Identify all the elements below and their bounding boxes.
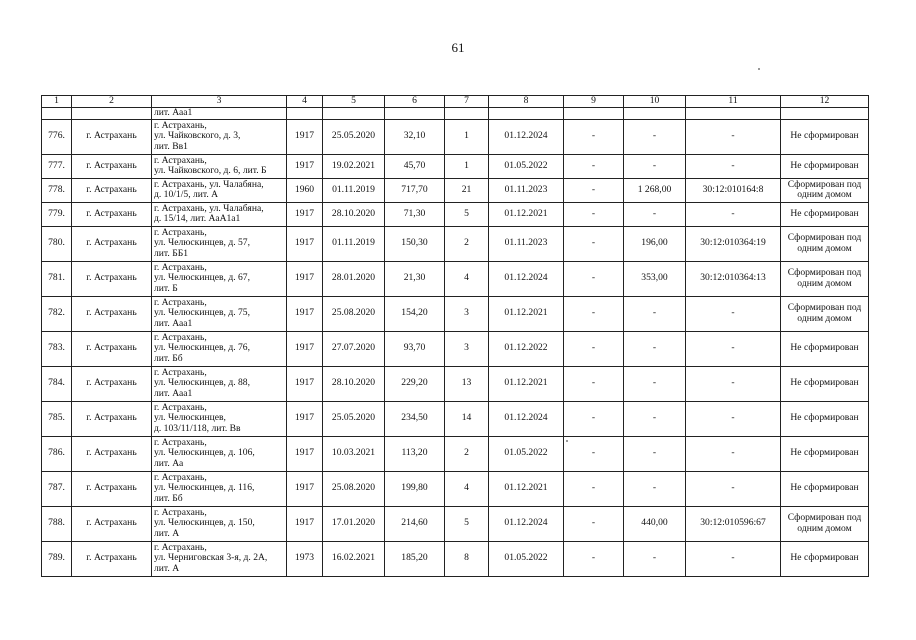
column-header-8: 8 (489, 96, 564, 108)
row-number: 784. (42, 366, 72, 401)
column-header-6: 6 (385, 96, 445, 108)
area-cell: 32,10 (385, 119, 445, 154)
column-9-cell: - (564, 436, 624, 471)
address-cell: г. Астрахань, ул. Челюскинцев, д. 150, лит. А (152, 506, 287, 541)
year-cell: 1960 (287, 178, 323, 202)
table-row (42, 154, 869, 178)
land-area-cell: 1 268,00 (624, 178, 686, 202)
land-status-cell: Не сформирован (781, 471, 869, 506)
year-cell: 1973 (287, 541, 323, 576)
row-number: 776. (42, 119, 72, 154)
area-cell: 150,30 (385, 226, 445, 261)
column-header-12: 12 (781, 96, 869, 108)
year-cell: 1917 (287, 119, 323, 154)
year-cell: 1917 (287, 436, 323, 471)
year-cell: 1917 (287, 471, 323, 506)
cadastral-number-cell: - (686, 154, 781, 178)
cadastral-number-cell: 30:12:010364:19 (686, 226, 781, 261)
area-cell: 199,80 (385, 471, 445, 506)
cadastral-number-cell: - (686, 296, 781, 331)
area-cell: 71,30 (385, 202, 445, 226)
deadline-cell: 01.12.2021 (489, 202, 564, 226)
land-area-cell: - (624, 401, 686, 436)
deadline-cell: 01.12.2024 (489, 119, 564, 154)
address-cell: г. Астрахань, ул. Чайковского, д. 6, лит. Б (152, 154, 287, 178)
column-header-2: 2 (72, 96, 152, 108)
land-area-cell: - (624, 541, 686, 576)
cadastral-number-cell: - (686, 202, 781, 226)
city-cell: г. Астрахань (72, 119, 152, 154)
count-cell: 1 (445, 154, 489, 178)
column-header-7: 7 (445, 96, 489, 108)
area-cell: 45,70 (385, 154, 445, 178)
deadline-cell: 01.12.2022 (489, 331, 564, 366)
cadastral-number-cell: - (686, 119, 781, 154)
land-area-cell: - (624, 471, 686, 506)
count-cell: 8 (445, 541, 489, 576)
land-area-cell: - (624, 436, 686, 471)
area-cell: 93,70 (385, 331, 445, 366)
count-cell: 2 (445, 436, 489, 471)
count-cell: 5 (445, 506, 489, 541)
date-cell: 16.02.2021 (323, 541, 385, 576)
continuation-row (42, 108, 869, 120)
cadastral-number-cell: 30:12:010364:13 (686, 261, 781, 296)
land-area-cell: - (624, 119, 686, 154)
cadastral-number-cell: - (686, 331, 781, 366)
table-row (42, 401, 869, 436)
date-cell: 25.08.2020 (323, 296, 385, 331)
city-cell: г. Астрахань (72, 154, 152, 178)
address-cell: г. Астрахань, ул. Чалабяна, д. 15/14, лит. АаА1а1 (152, 202, 287, 226)
deadline-cell: 01.12.2024 (489, 401, 564, 436)
address-cell: г. Астрахань, ул. Чайковского, д. 3, лит. Вв1 (152, 119, 287, 154)
year-cell: 1917 (287, 154, 323, 178)
area-cell: 154,20 (385, 296, 445, 331)
deadline-cell: 01.12.2021 (489, 366, 564, 401)
count-cell: 3 (445, 296, 489, 331)
column-9-cell: - (564, 154, 624, 178)
area-cell: 113,20 (385, 436, 445, 471)
address-cell: г. Астрахань, ул. Черниговская 3-я, д. 2А, лит. А (152, 541, 287, 576)
land-area-cell: - (624, 202, 686, 226)
city-cell: г. Астрахань (72, 506, 152, 541)
table-row (42, 471, 869, 506)
row-number: 779. (42, 202, 72, 226)
cadastral-number-cell: - (686, 541, 781, 576)
address-cell: г. Астрахань, ул. Челюскинцев, д. 88, лит. Ааа1 (152, 366, 287, 401)
column-9-cell: - (564, 401, 624, 436)
land-status-cell: Не сформирован (781, 366, 869, 401)
table-row (42, 331, 869, 366)
date-cell: 27.07.2020 (323, 331, 385, 366)
deadline-cell: 01.12.2024 (489, 506, 564, 541)
scan-speck (758, 68, 760, 70)
city-cell: г. Астрахань (72, 471, 152, 506)
row-number: 787. (42, 471, 72, 506)
deadline-cell: 01.05.2022 (489, 154, 564, 178)
page-number: 61 (451, 40, 465, 55)
column-header-4: 4 (287, 96, 323, 108)
date-cell: 28.10.2020 (323, 366, 385, 401)
land-status-cell: Сформирован под одним домом (781, 506, 869, 541)
date-cell: 25.05.2020 (323, 401, 385, 436)
count-cell: 4 (445, 471, 489, 506)
table-row (42, 541, 869, 576)
land-status-cell: Не сформирован (781, 202, 869, 226)
deadline-cell: 01.12.2021 (489, 471, 564, 506)
land-area-cell: 353,00 (624, 261, 686, 296)
deadline-cell: 01.05.2022 (489, 541, 564, 576)
cadastral-number-cell: 30:12:010596:67 (686, 506, 781, 541)
city-cell: г. Астрахань (72, 436, 152, 471)
land-area-cell: 440,00 (624, 506, 686, 541)
column-header-9: 9 (564, 96, 624, 108)
address-cell: г. Астрахань, ул. Челюскинцев, д. 103/11/118, лит. Вв (152, 401, 287, 436)
date-cell: 28.01.2020 (323, 261, 385, 296)
city-cell: г. Астрахань (72, 296, 152, 331)
area-cell: 229,20 (385, 366, 445, 401)
area-cell: 717,70 (385, 178, 445, 202)
column-9-cell: - (564, 261, 624, 296)
row-number: 785. (42, 401, 72, 436)
year-cell: 1917 (287, 401, 323, 436)
address-cell: г. Астрахань, ул. Челюскинцев, д. 76, лит. Бб (152, 331, 287, 366)
address-cell: г. Астрахань, ул. Чалабяна, д. 10/1/5, лит. А (152, 178, 287, 202)
row-number: 781. (42, 261, 72, 296)
date-cell: 19.02.2021 (323, 154, 385, 178)
count-cell: 1 (445, 119, 489, 154)
column-9-cell: - (564, 541, 624, 576)
row-number: 782. (42, 296, 72, 331)
column-header-10: 10 (624, 96, 686, 108)
column-header-5: 5 (323, 96, 385, 108)
deadline-cell: 01.11.2023 (489, 226, 564, 261)
count-cell: 3 (445, 331, 489, 366)
cadastral-number-cell: - (686, 401, 781, 436)
cadastral-number-cell: - (686, 436, 781, 471)
land-status-cell: Сформирован под одним домом (781, 261, 869, 296)
address-cell: г. Астрахань, ул. Челюскинцев, д. 67, лит. Б (152, 261, 287, 296)
column-9-cell: - (564, 178, 624, 202)
housing-registry-table (41, 95, 869, 577)
count-cell: 4 (445, 261, 489, 296)
area-cell: 21,30 (385, 261, 445, 296)
year-cell: 1917 (287, 226, 323, 261)
year-cell: 1917 (287, 331, 323, 366)
city-cell: г. Астрахань (72, 178, 152, 202)
city-cell: г. Астрахань (72, 331, 152, 366)
date-cell: 10.03.2021 (323, 436, 385, 471)
count-cell: 5 (445, 202, 489, 226)
column-9-cell: - (564, 471, 624, 506)
table-row (42, 119, 869, 154)
row-number: 789. (42, 541, 72, 576)
land-area-cell: - (624, 296, 686, 331)
year-cell: 1917 (287, 506, 323, 541)
land-area-cell: - (624, 154, 686, 178)
column-header-11: 11 (686, 96, 781, 108)
land-status-cell: Сформирован под одним домом (781, 178, 869, 202)
row-number: 780. (42, 226, 72, 261)
table-row (42, 296, 869, 331)
table-row (42, 436, 869, 471)
column-9-cell: - (564, 506, 624, 541)
land-area-cell: - (624, 366, 686, 401)
count-cell: 2 (445, 226, 489, 261)
table-row (42, 506, 869, 541)
land-status-cell: Не сформирован (781, 541, 869, 576)
land-status-cell: Не сформирован (781, 119, 869, 154)
date-cell: 17.01.2020 (323, 506, 385, 541)
area-cell: 185,20 (385, 541, 445, 576)
city-cell: г. Астрахань (72, 366, 152, 401)
land-area-cell: - (624, 331, 686, 366)
column-9-cell: - (564, 202, 624, 226)
address-cell: г. Астрахань, ул. Челюскинцев, д. 106, лит. Аа (152, 436, 287, 471)
table-row (42, 366, 869, 401)
count-cell: 13 (445, 366, 489, 401)
cadastral-number-cell: - (686, 366, 781, 401)
cadastral-number-cell: - (686, 471, 781, 506)
year-cell: 1917 (287, 366, 323, 401)
land-status-cell: Сформирован под одним домом (781, 226, 869, 261)
column-header-1: 1 (42, 96, 72, 108)
land-status-cell: Не сформирован (781, 154, 869, 178)
city-cell: г. Астрахань (72, 261, 152, 296)
date-cell: 01.11.2019 (323, 178, 385, 202)
row-number: 777. (42, 154, 72, 178)
count-cell: 21 (445, 178, 489, 202)
city-cell: г. Астрахань (72, 541, 152, 576)
city-cell: г. Астрахань (72, 202, 152, 226)
land-status-cell: Не сформирован (781, 331, 869, 366)
date-cell: 01.11.2019 (323, 226, 385, 261)
address-cell: г. Астрахань, ул. Челюскинцев, д. 57, лит. ББ1 (152, 226, 287, 261)
count-cell: 14 (445, 401, 489, 436)
scan-speck (566, 440, 568, 442)
deadline-cell: 01.12.2021 (489, 296, 564, 331)
table-row (42, 202, 869, 226)
city-cell: г. Астрахань (72, 226, 152, 261)
column-9-cell: - (564, 331, 624, 366)
deadline-cell: 01.05.2022 (489, 436, 564, 471)
column-header-3: 3 (152, 96, 287, 108)
area-cell: 214,60 (385, 506, 445, 541)
column-9-cell: - (564, 119, 624, 154)
address-cell: г. Астрахань, ул. Челюскинцев, д. 75, лит. Ааа1 (152, 296, 287, 331)
year-cell: 1917 (287, 261, 323, 296)
date-cell: 25.05.2020 (323, 119, 385, 154)
land-status-cell: Не сформирован (781, 436, 869, 471)
table-row (42, 178, 869, 202)
row-number: 786. (42, 436, 72, 471)
column-9-cell: - (564, 226, 624, 261)
land-status-cell: Не сформирован (781, 401, 869, 436)
deadline-cell: 01.12.2024 (489, 261, 564, 296)
column-number-row (42, 96, 869, 108)
land-area-cell: 196,00 (624, 226, 686, 261)
address-cell: г. Астрахань, ул. Челюскинцев, д. 116, лит. Бб (152, 471, 287, 506)
deadline-cell: 01.11.2023 (489, 178, 564, 202)
row-number: 778. (42, 178, 72, 202)
column-9-cell: - (564, 296, 624, 331)
area-cell: 234,50 (385, 401, 445, 436)
cadastral-number-cell: 30:12:010164:8 (686, 178, 781, 202)
column-9-cell: - (564, 366, 624, 401)
year-cell: 1917 (287, 202, 323, 226)
table-row (42, 226, 869, 261)
table-row (42, 261, 869, 296)
continuation-address: лит. Ааа1 (152, 108, 287, 120)
row-number: 783. (42, 331, 72, 366)
year-cell: 1917 (287, 296, 323, 331)
date-cell: 28.10.2020 (323, 202, 385, 226)
row-number: 788. (42, 506, 72, 541)
city-cell: г. Астрахань (72, 401, 152, 436)
land-status-cell: Сформирован под одним домом (781, 296, 869, 331)
date-cell: 25.08.2020 (323, 471, 385, 506)
